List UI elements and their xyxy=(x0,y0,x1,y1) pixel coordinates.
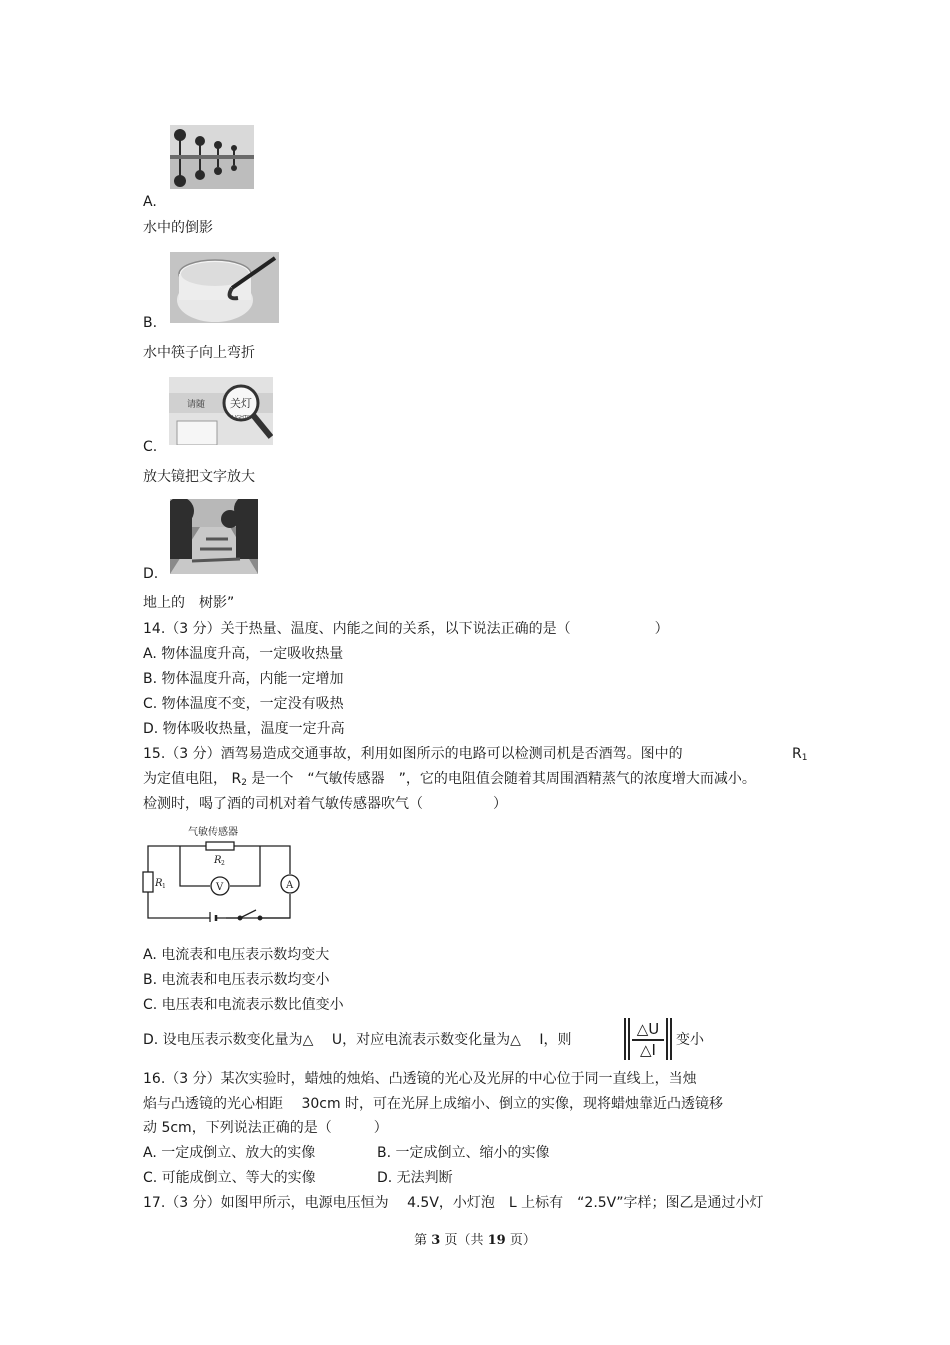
footer-prefix: 第 xyxy=(414,1233,432,1248)
q15-line3: 检测时，喝了酒的司机对着气敏传感器吹气（ ） xyxy=(143,796,507,812)
q15-r1 xyxy=(792,745,807,767)
q16-line1: 16.（3 分）某次实验时，蜡烛的烛焰、凸透镜的光心及光屏的中心位于同一直线上，当烛 xyxy=(143,1071,697,1087)
q16-option-d: D. 无法判断 xyxy=(377,1170,453,1186)
fraction-denominator: △I xyxy=(640,1041,656,1059)
q14-option-d: D. 物体吸收热量，温度一定升高 xyxy=(143,721,345,737)
footer-mid: 页（共 xyxy=(440,1233,488,1248)
option-c-letter: C. xyxy=(143,439,158,455)
delta-fraction xyxy=(624,1018,672,1060)
option-d-letter: D. xyxy=(143,566,159,582)
q15-line2-a: 为定值电阻， xyxy=(143,771,227,787)
circuit-diagram xyxy=(140,822,305,922)
q17-line1: 17.（3 分）如图甲所示，电源电压恒为 4.5V，小灯泡 L 上标有 “2.5V”字样；图乙是通过小灯 xyxy=(143,1195,764,1211)
q15-option-d-suffix: 变小 xyxy=(676,1032,704,1048)
footer-suffix: 页） xyxy=(505,1233,536,1248)
photo-tree-shadows xyxy=(170,499,258,574)
option-d-caption: 地上的 树影” xyxy=(143,595,235,611)
circuit-r2-sub: 2 xyxy=(221,860,225,867)
q16-option-b: B. 一定成倒立、缩小的实像 xyxy=(377,1145,550,1161)
q15-r1-letter: R xyxy=(792,746,802,762)
q15-option-a: A. 电流表和电压表示数均变大 xyxy=(143,947,330,963)
option-b-caption: 水中筷子向上弯折 xyxy=(143,345,255,361)
q14-option-b: B. 物体温度升高，内能一定增加 xyxy=(143,671,344,687)
q16-line3: 动 5cm，下列说法正确的是（ ） xyxy=(143,1120,388,1136)
circuit-voltmeter-label: V xyxy=(216,882,224,893)
photo-magnifier xyxy=(169,377,273,445)
q15-option-c: C. 电压表和电流表示数比值变小 xyxy=(143,997,344,1013)
circuit-r1-label: R xyxy=(155,878,163,889)
footer-total-pages: 19 xyxy=(487,1233,506,1248)
q15-option-b: B. 电流表和电压表示数均变小 xyxy=(143,972,330,988)
q16-option-a: A. 一定成倒立、放大的实像 xyxy=(143,1145,316,1161)
photo-chopstick xyxy=(170,252,279,323)
footer-page-number: 3 xyxy=(431,1233,441,1248)
q16-line2: 焰与凸透镜的光心相距 30cm 时，可在光屏上成缩小、倒立的实像，现将蜡烛靠近凸透镜移 xyxy=(143,1096,724,1112)
photo-reflection xyxy=(170,125,254,189)
photo-c-lens-text: 关灯 xyxy=(230,397,252,410)
q15-r1-sub: 1 xyxy=(801,753,808,763)
q14-stem: 14.（3 分）关于热量、温度、内能之间的关系，以下说法正确的是（ ） xyxy=(143,621,669,637)
q14-option-a: A. 物体温度升高，一定吸收热量 xyxy=(143,646,344,662)
circuit-ammeter-label: A xyxy=(286,880,294,891)
circuit-sensor-label: 气敏传感器 xyxy=(188,827,238,838)
q15-r2-letter: R xyxy=(231,771,242,787)
photo-c-small-text: LIGHTS xyxy=(232,415,251,421)
page-footer xyxy=(0,1232,950,1250)
q15-line2-b: 是一个 “气敏传感器 ”，它的电阻值会随着其周围酒精蒸气的浓度增大而减小。 xyxy=(251,771,756,787)
circuit-r2-label: R xyxy=(214,855,222,866)
photo-c-left-text: 请随 xyxy=(187,400,206,410)
option-a-letter: A. xyxy=(143,194,157,210)
q15-line1: 15.（3 分）酒驾易造成交通事故，利用如图所示的电路可以检测司机是否酒驾。图中的 xyxy=(143,746,683,762)
option-c-caption: 放大镜把文字放大 xyxy=(143,469,255,485)
q16-option-c: C. 可能成倒立、等大的实像 xyxy=(143,1170,316,1186)
q15-line2 xyxy=(143,770,756,792)
circuit-r1-sub: 1 xyxy=(162,883,166,890)
q14-option-c: C. 物体温度不变，一定没有吸热 xyxy=(143,696,344,712)
q15-r2-sub: 2 xyxy=(241,778,247,788)
q15-option-d-prefix: D. 设电压表示数变化量为△ U，对应电流表示数变化量为△ I，则 xyxy=(143,1032,572,1048)
option-b-letter: B. xyxy=(143,315,158,331)
option-a-caption: 水中的倒影 xyxy=(143,220,213,236)
fraction-numerator: △U xyxy=(636,1020,660,1038)
